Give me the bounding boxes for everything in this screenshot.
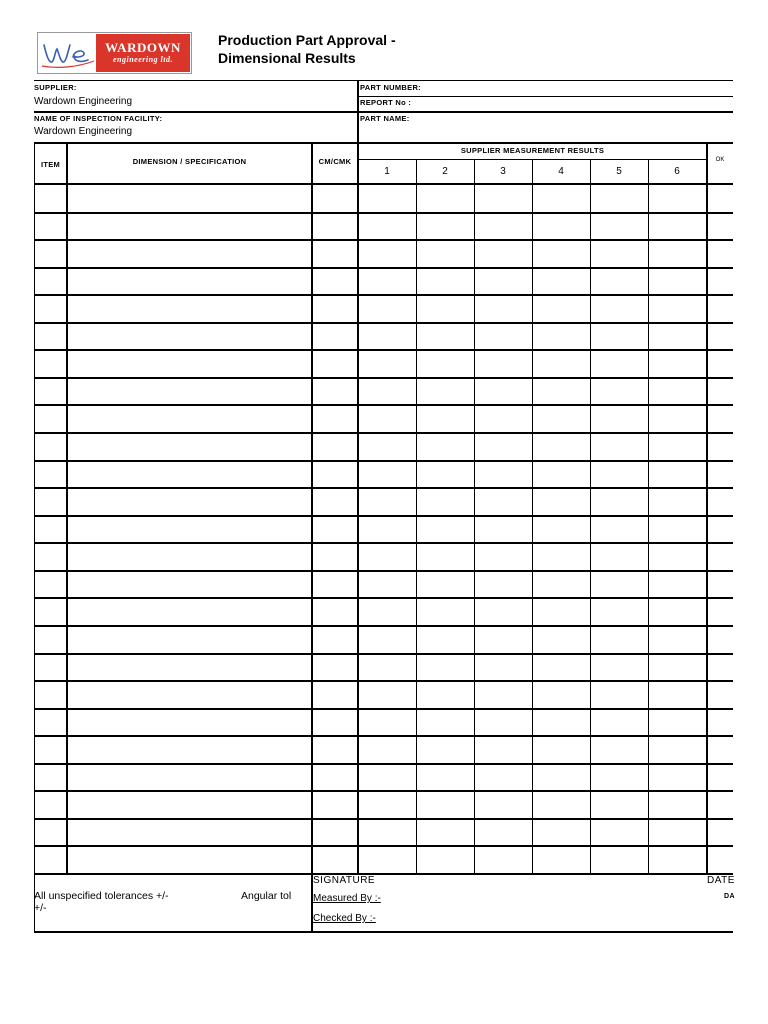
supplier-label: SUPPLIER: (34, 83, 77, 92)
column-3-header: 3 (500, 166, 506, 177)
table-row-line (34, 460, 733, 462)
signature-label: SIGNATURE (313, 875, 376, 886)
header-top-line (34, 80, 733, 81)
table-row-line (34, 818, 733, 820)
logo-name: WARDOWN (105, 40, 181, 55)
date-label: DATE (707, 875, 735, 886)
dimension-column-divider (311, 142, 313, 932)
table-row-line (34, 597, 733, 599)
facility-label: NAME OF INSPECTION FACILITY: (34, 114, 163, 123)
facility-value[interactable]: Wardown Engineering (34, 126, 133, 137)
table-row-line (34, 542, 733, 544)
report-no-label: REPORT No : (360, 98, 412, 107)
header-mid-line (34, 111, 733, 113)
logo-subtitle: engineering ltd. (112, 55, 173, 64)
table-row-line (34, 708, 733, 710)
part-number-underline (358, 96, 733, 97)
company-logo (37, 32, 192, 74)
table-top-line (34, 142, 733, 144)
column-1-header: 1 (384, 166, 390, 177)
logo-mark-icon (38, 33, 96, 73)
table-row-line (34, 239, 733, 241)
table-row-line (34, 515, 733, 517)
table-row-line (34, 790, 733, 792)
table-row-line (34, 570, 733, 572)
table-row-line (34, 349, 733, 351)
tolerance-text: All unspecified tolerances +/- (34, 890, 169, 902)
table-row-line (34, 625, 733, 627)
table-row-line (34, 377, 733, 379)
logo-wordmark (96, 34, 190, 72)
header-divider (357, 80, 359, 143)
table-row-line (34, 845, 733, 847)
results-header: SUPPLIER MEASUREMENT RESULTS (460, 146, 605, 155)
table-row-line (34, 487, 733, 489)
table-row-line (34, 294, 733, 296)
table-row-line (34, 763, 733, 765)
footer-bottom-line (34, 931, 733, 933)
date-label-small: DA (724, 893, 736, 900)
title-line-2: Dimensional Results (218, 50, 356, 66)
table-row-line (34, 653, 733, 655)
document-title (218, 31, 396, 67)
angular-tolerance-label: Angular tol (241, 890, 292, 902)
column-4-header: 4 (558, 166, 564, 177)
title-line-1: Production Part Approval - (218, 32, 396, 48)
item-header: ITEM (40, 160, 61, 169)
cmcmk-header: CM/CMK (318, 157, 352, 166)
column-6-header: 6 (674, 166, 680, 177)
part-number-label: PART NUMBER: (360, 83, 421, 92)
ok-header: OK (715, 157, 725, 163)
checked-by-field[interactable]: Checked By :- (313, 913, 376, 924)
table-row-line (34, 404, 733, 406)
supplier-value[interactable]: Wardown Engineering (34, 96, 133, 107)
table-row-line (34, 322, 733, 324)
table-row-line (34, 680, 733, 682)
measured-by-field[interactable]: Measured By :- (313, 893, 381, 904)
column-5-header: 5 (616, 166, 622, 177)
table-row-line (34, 432, 733, 434)
tolerance-plus-minus: +/- (34, 902, 47, 914)
column-2-header: 2 (442, 166, 448, 177)
table-row-line (34, 735, 733, 737)
footer-top-line (34, 873, 733, 875)
table-row-line (34, 212, 733, 214)
table-row-line (34, 267, 733, 269)
part-name-label: PART NAME: (360, 114, 410, 123)
table-header-bottom-line (34, 183, 733, 185)
dimension-header: DIMENSION / SPECIFICATION (132, 157, 247, 166)
